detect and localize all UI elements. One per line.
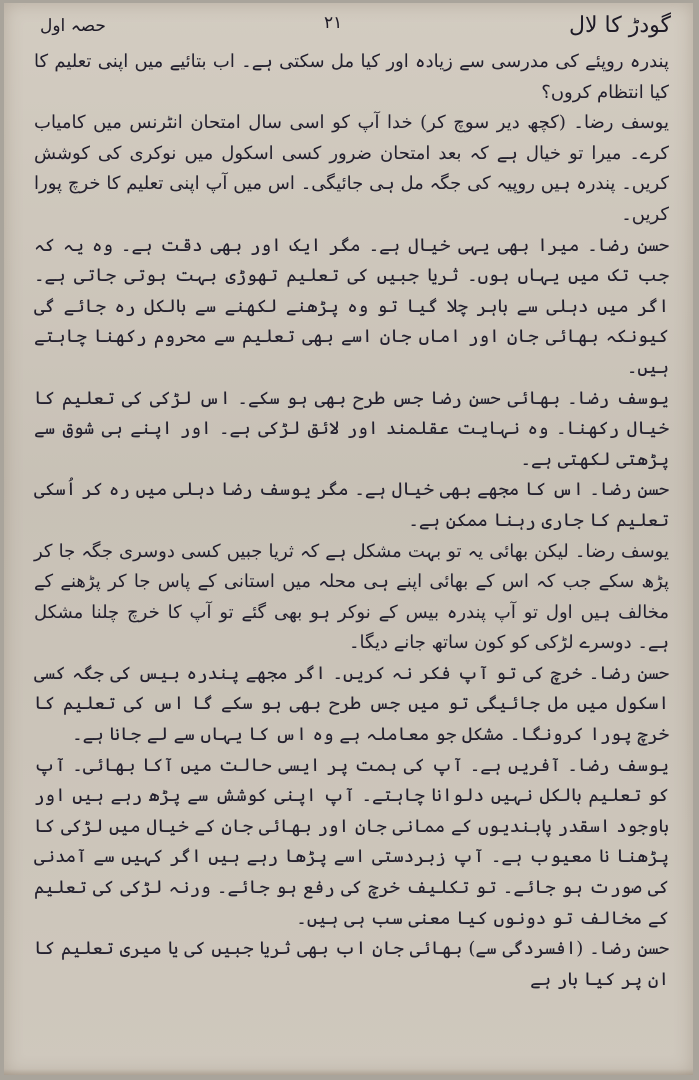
paragraph: یوسف رضا۔ لیکن بھائی یہ تو بہت مشکل ہے کہ ثریا جبیں کسی دوسری جگہ جا کر پڑھ سکے جب کہ اس کے بھائی اپنے ہی محلہ میں استانی کے پاس جا کر پڑھنے کے مخالف ہیں اول تو آپ پندرہ بیس کے نوکر ہو بھی گئے تو آپ کا خرچ چلنا مشکل ہے۔ دوسرے لڑکی کو کون ساتھ جانے دیگا۔ (34, 540, 669, 654)
part-label: حصہ اول (40, 16, 106, 36)
paragraph: حسن رضا۔ اس کا مجھے بھی خیال ہے۔ مگر یوسف رضا دہلی میں رہ کر اُسکی تعلیم کا جاری رہنا ممکن ہے۔ (34, 479, 669, 531)
paragraph: حسن رضا۔ میرا بھی یہی خیال ہے۔ مگر ایک اور بھی دقت ہے۔ وہ یہ کہ جب تک میں یہاں ہوں۔ ثریا جبیں کی تعلیم تھوڑی بہت ہوتی جاتی ہے۔ اگر میں دہلی سے باہر چلا گیا تو وہ پڑھنے لکھنے سے بالکل رہ جائے گی کیونکہ بھائی جان اور اماں جان اسے بھی تعلیم سے محروم رکھنا چاہتے ہیں۔ (34, 234, 669, 378)
paragraph: یوسف رضا۔ آفریں ہے۔ آپ کی ہمت پر ایسی حالت میں آکا بھائی۔ آپ کو تعلیم بالکل نہیں دلوانا چاہتے۔ آپ اپنی کوشش سے پڑھ رہے ہیں اور باوجود اسقدر پابندیوں کے ممانی جان اور بھائی جان کے خیال میں لڑکی کا پڑھنا نا معیوب ہے۔ آپ زبردستی اسے پڑھا رہے ہیں اگر کہیں سے آمدنی کی صورت ہو جائے۔ تو تکلیف خرچ کی رفع ہو جائے۔ ورنہ لڑکی کی تعلیم کے مخالف تو دونوں کیا معنی سب ہی ہیں۔ (34, 754, 669, 929)
page-header (4, 9, 693, 43)
paragraph: حسن رضا۔ (افسردگی سے) بھائی جان اب بھی ثریا جبیں کی یا میری تعلیم کا ان پر کیا بار ہے (34, 938, 669, 990)
book-page (4, 3, 693, 1075)
page-body (34, 47, 669, 995)
page-edge-shadow (4, 1069, 693, 1075)
paragraph: یوسف رضا۔ بھائی حسن رضا جس طرح بھی ہو سکے۔ اس لڑکی کی تعلیم کا خیال رکھنا۔ وہ نہایت عقلمند اور لائق لڑکی ہے۔ اور اپنے ہی شوق سے پڑھتی لکھتی ہے۔ (34, 387, 669, 470)
paragraph: پندرہ روپئے کی مدرسی سے زیادہ اور کیا مل سکتی ہے۔ اب بتائیے میں اپنی تعلیم کا کیا انتظام کروں؟ (34, 51, 669, 103)
book-title: گودڑ کا لال (569, 13, 671, 38)
paragraph: یوسف رضا۔ (کچھ دیر سوچ کر) خدا آپ کو اسی سال امتحان انٹرنس میں کامیاب کرے۔ میرا تو خیال ہے کہ بعد امتحان ضرور کسی اسکول میں نوکری کی کوشش کریں۔ پندرہ ہیں روپیہ کی جگہ مل ہی جائیگی۔ اس میں آپ اپنی تعلیم کا خرچ پورا کریں۔ (34, 112, 669, 225)
paragraph: حسن رضا۔ خرچ کی تو آپ فکر نہ کریں۔ اگر مجھے پندرہ بیس کی جگہ کسی اسکول میں مل جائیگی تو میں جس طرح بھی ہو سکے گا اس کی تعلیم کا خرچ پورا کرونگا۔ مشکل جو معاملہ ہے وہ اس کا یہاں سے لے جانا ہے۔ (34, 662, 669, 746)
page-number: ۲۱ (324, 13, 343, 33)
